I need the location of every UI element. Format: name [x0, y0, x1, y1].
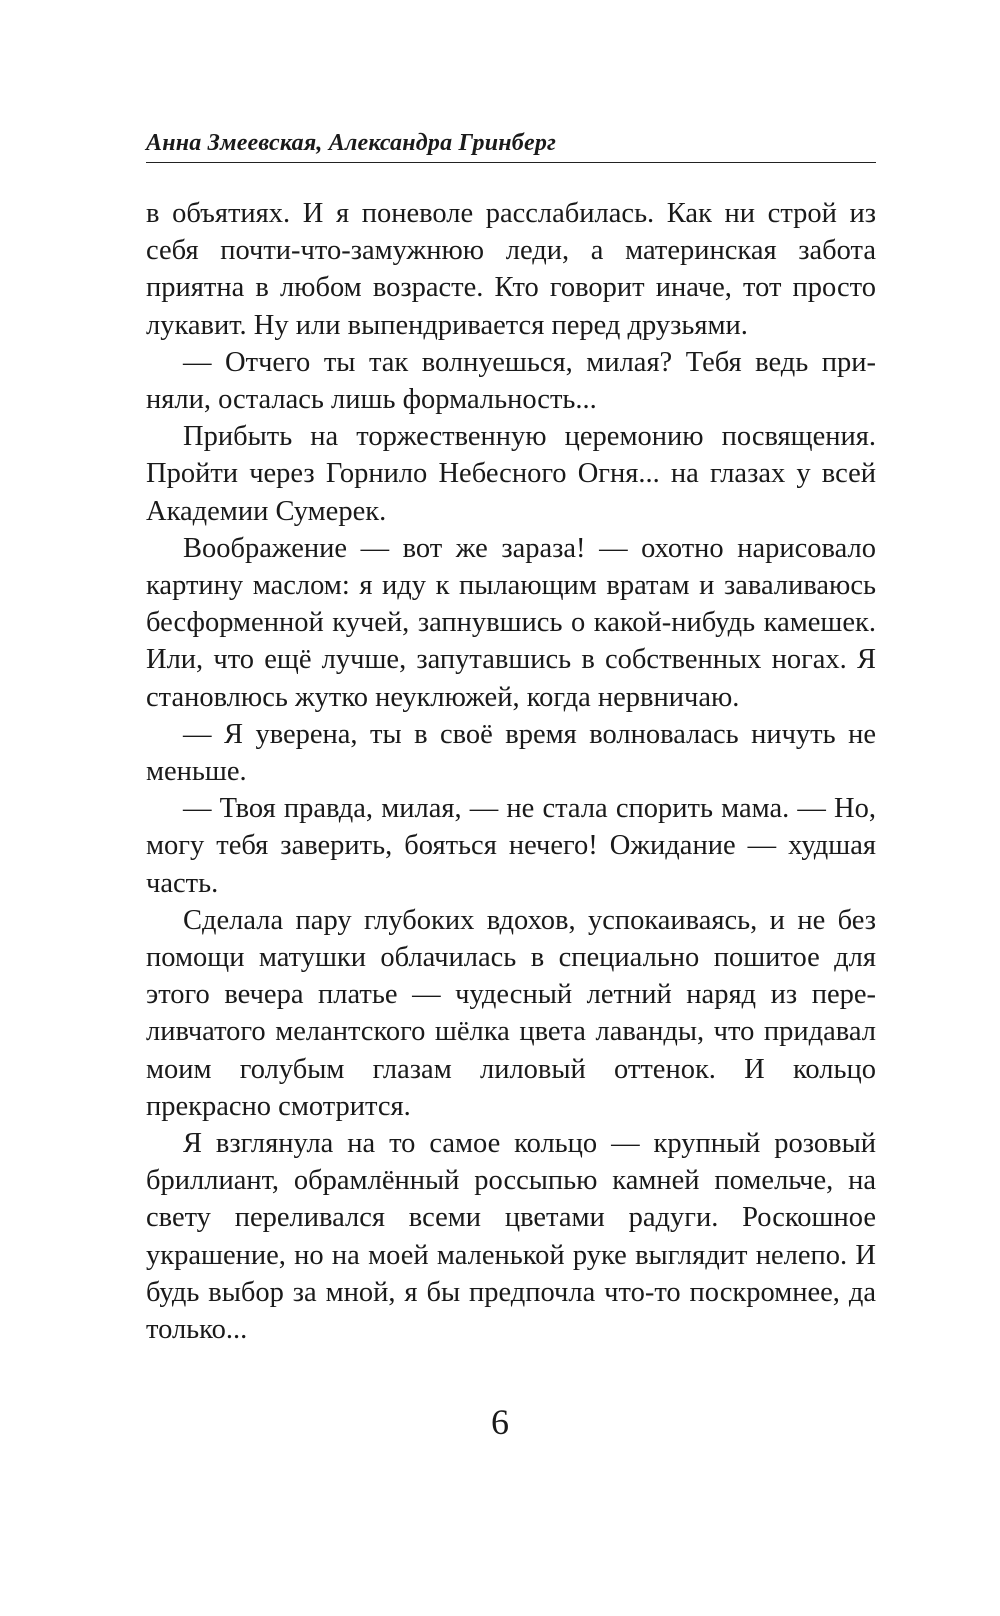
page-number: 6 [491, 1402, 509, 1442]
paragraph: в объятиях. И я поневоле расслабилась. Как ни строй из себя почти-что-замужнюю леди, а материнская забота приятна в любом возрасте. Кто говорит иначе, тот просто лукавит. Ну или выпендривается перед друзьями. [146, 198, 876, 341]
paragraph: Прибыть на торжественную церемонию посвящения. Пройти через Горнило Небесного Огня... на глазах у всей Академии Сумерек. [146, 421, 876, 527]
running-head: Анна Змеевская, Александра Гринберг [146, 130, 557, 156]
paragraph: Я взглянула на то самое кольцо — крупный розовый бриллиант, обрамлённый россыпью камней помельче, на свету переливался всеми цветами радуги. Роскошное украшение, но на моей маленькой руке выглядит нелепо. И будь выбор за мной, я бы предпочла что-то поскромнее, да только... [146, 1128, 876, 1346]
header-rule [146, 162, 876, 163]
paragraph: — Твоя правда, милая, — не стала спорить мама. — Но, могу тебя заверить, бояться нечего! Ожидание — худшая часть. [146, 793, 876, 899]
paragraph: Сделала пару глубоких вдохов, успокаиваясь, и не без помощи матушки облачилась в специально пошитое для этого вечера платье — чудесный летний наряд из переливчатого мелантского шёлка цвета лаванды, что придавал моим голубым глазам лиловый оттенок. И кольцо прекрасно смотрится. [146, 904, 876, 1122]
body-text [146, 195, 876, 1348]
paragraph: Воображение — вот же зараза! — охотно нарисовало картину маслом: я иду к пылающим вратам и заваливаюсь бесформенной кучей, запнувшись о какой-нибудь камешек. Или, что ещё лучше, запутавшись в собственных ногах. Я становлюсь жутко неуклюжей, когда нервничаю. [146, 532, 876, 713]
paragraph: — Отчего ты так волнуешься, милая? Тебя ведь приняли, осталась лишь формальность... [146, 346, 876, 416]
paragraph: — Я уверена, ты в своё время волновалась ничуть не меньше. [146, 718, 876, 788]
